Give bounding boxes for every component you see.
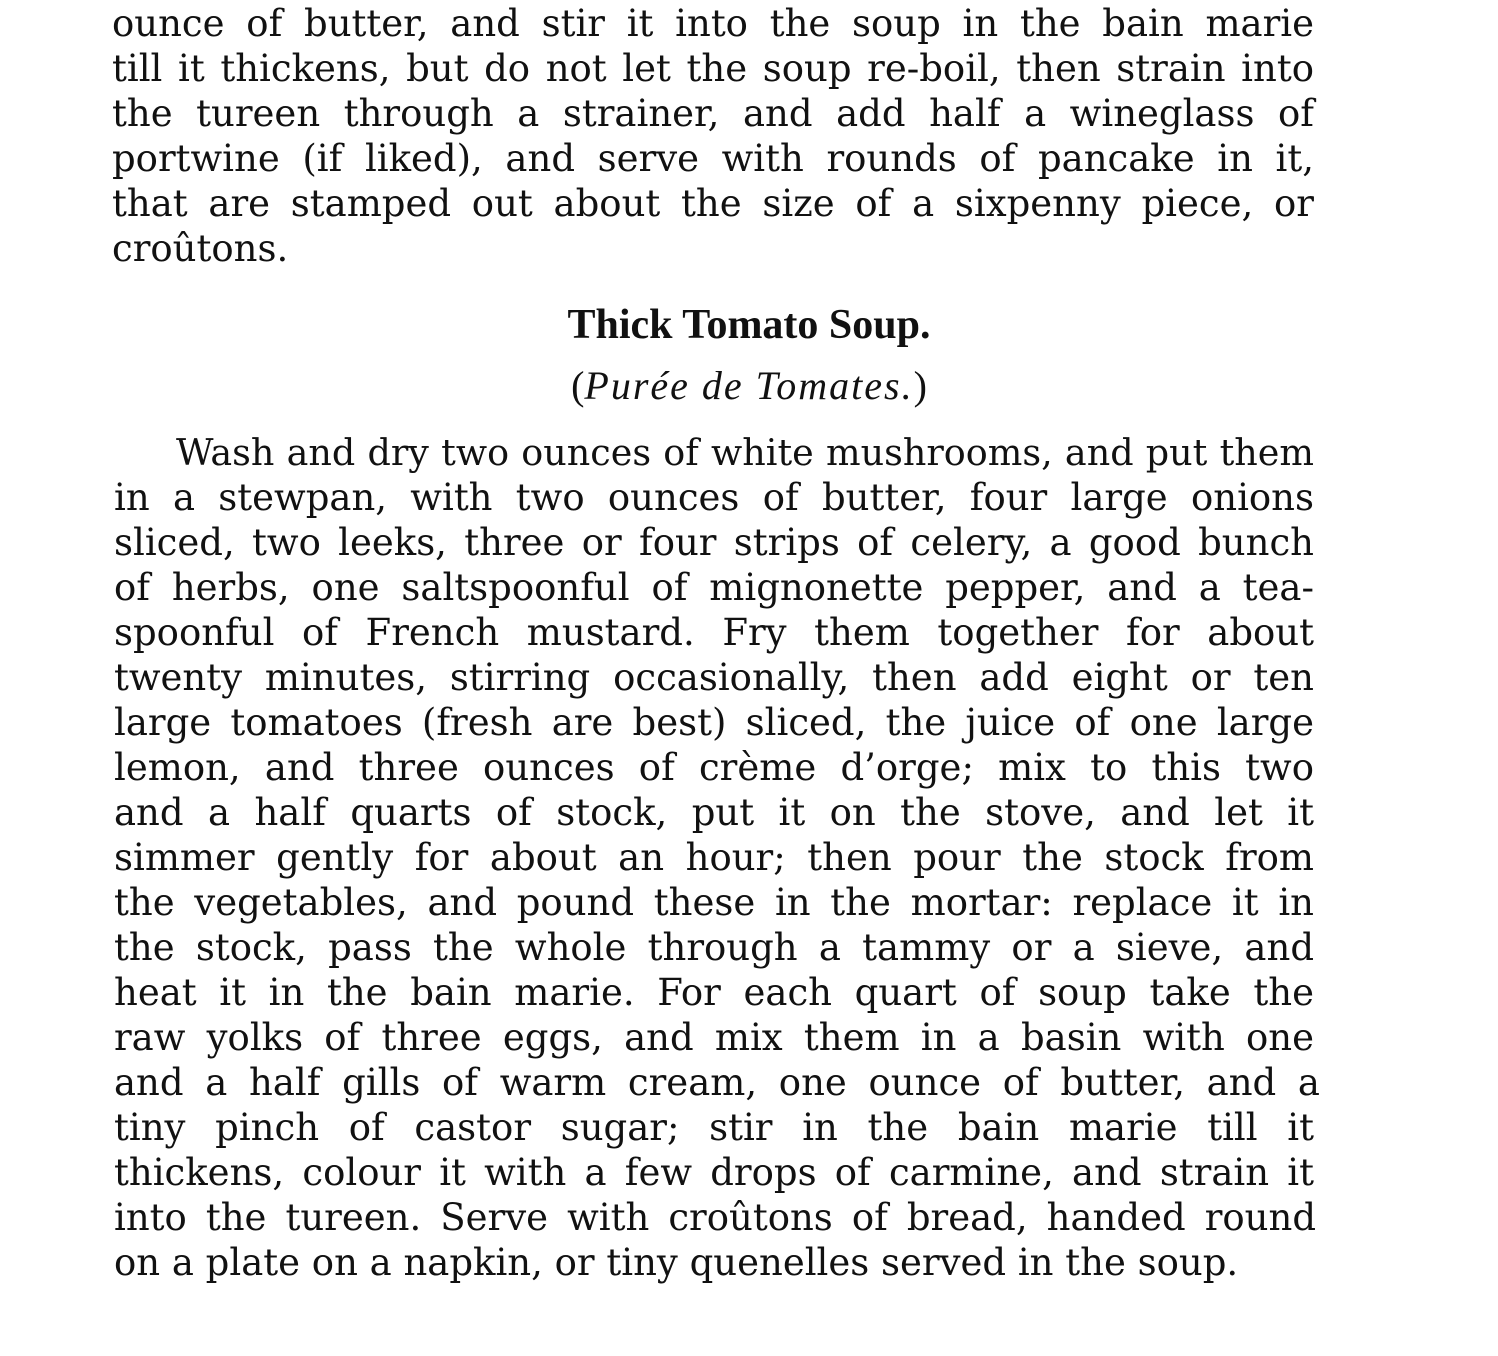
recipe-title: Thick Tomato Soup.: [567, 302, 931, 348]
text-line: and a half quarts of stock, put it on the stove, and let it: [114, 791, 1314, 834]
text-line: croûtons.: [112, 227, 289, 270]
text-line: of herbs, one saltspoonful of mignonette pepper, and a tea-: [114, 566, 1314, 609]
text-line: raw yolks of three eggs, and mix them in a basin with one: [114, 1016, 1314, 1059]
text-line: large tomatoes (fresh are best) sliced, the juice of one large: [114, 701, 1314, 744]
text-line: tiny pinch of castor sugar; stir in the bain marie till it: [114, 1106, 1314, 1149]
text-line: the stock, pass the whole through a tammy or a sieve, and: [114, 926, 1314, 969]
text-line: thickens, colour it with a few drops of carmine, and strain it: [114, 1151, 1314, 1194]
text-line: twenty minutes, stirring occasionally, then add eight or ten: [114, 656, 1314, 699]
subtitle-paren-close: ): [913, 363, 927, 408]
text-line: ounce of butter, and stir it into the soup in the bain marie: [112, 2, 1314, 45]
text-line: that are stamped out about the size of a sixpenny piece, or: [112, 182, 1314, 225]
text-line: portwine (if liked), and serve with rounds of pancake in it,: [112, 137, 1314, 180]
text-line: simmer gently for about an hour; then pour the stock from: [114, 836, 1314, 879]
text-line: Wash and dry two ounces of white mushrooms, and put them: [176, 431, 1314, 474]
text-line: in a stewpan, with two ounces of butter, four large onions: [114, 476, 1314, 519]
text-line: the tureen through a strainer, and add half a wineglass of: [112, 92, 1314, 135]
text-line: the vegetables, and pound these in the mortar: replace it in: [114, 881, 1314, 924]
text-line: on a plate on a napkin, or tiny quenelles served in the soup.: [114, 1241, 1239, 1284]
subtitle-paren-open: (: [571, 363, 585, 408]
text-line: till it thickens, but do not let the soup re-boil, then strain into: [112, 47, 1314, 90]
text-line: and a half gills of warm cream, one ounce of butter, and a: [114, 1061, 1320, 1104]
text-line: spoonful of French mustard. Fry them together for about: [114, 611, 1314, 654]
text-line: lemon, and three ounces of crème d’orge; mix to this two: [114, 746, 1314, 789]
text-line: into the tureen. Serve with croûtons of bread, handed round: [114, 1196, 1316, 1239]
text-line: heat it in the bain marie. For each quart of soup take the: [114, 971, 1314, 1014]
text-line: sliced, two leeks, three or four strips of celery, a good bunch: [114, 521, 1314, 564]
recipe-subtitle: [0, 362, 1498, 410]
subtitle-french-name: Purée de Tomates.: [584, 363, 914, 408]
